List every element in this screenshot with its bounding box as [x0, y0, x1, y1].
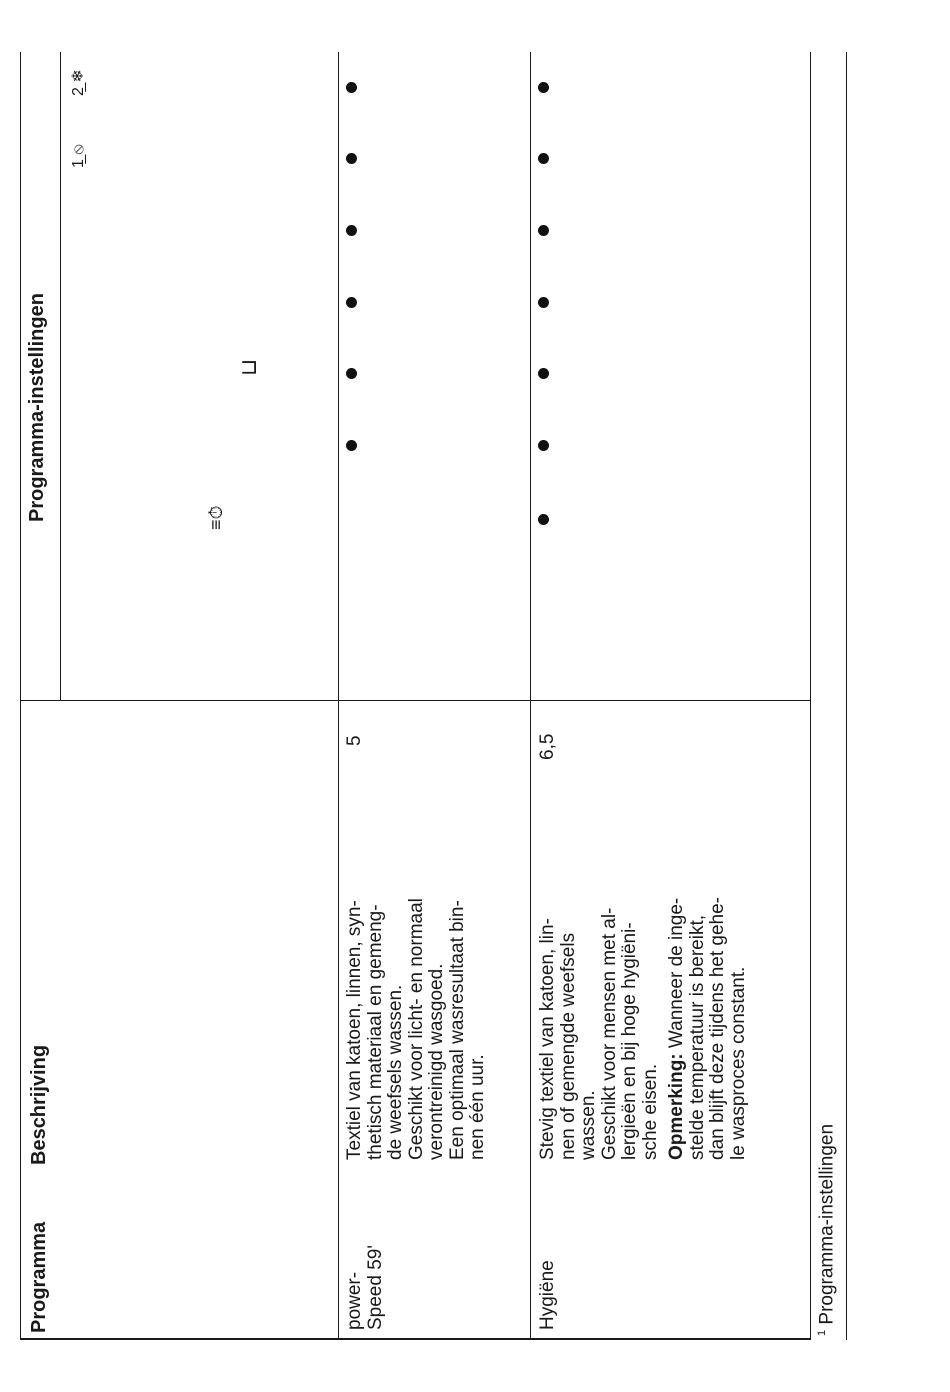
row2-dot-5	[538, 153, 549, 164]
row2-programma: Hygiëne	[537, 1260, 558, 1330]
footnote-text: Programma-instellingen	[816, 1123, 838, 1325]
table-top-rule	[20, 1338, 810, 1340]
footnote-rule	[846, 52, 847, 1340]
footnote	[816, 1124, 838, 1336]
header-row-divider	[20, 52, 21, 1340]
row1-load: 5	[344, 735, 365, 746]
snowflake-icon: 2̲ ❄	[70, 69, 87, 96]
row1-programma: power- Speed 59'	[344, 1245, 386, 1330]
settings-header-rule	[60, 52, 61, 700]
row1-beschrijving: Textiel van katoen, linnen, syn- thetisch materiaal en gemeng- de weefsels wassen. Geschikt voor licht- en normaal verontreinigd wasgoed. Een optimaal wasresultaat bin- nen één uur.	[344, 898, 488, 1160]
row2-dot-6	[538, 82, 549, 93]
row-divider-1	[338, 52, 339, 1340]
row1-dot-3	[346, 297, 357, 308]
row2-dot-2	[538, 368, 549, 379]
row2-dot-1	[538, 440, 549, 451]
footnote-marker: 1	[816, 1329, 828, 1336]
row1-dot-4	[346, 225, 357, 236]
row2-dot-4	[538, 225, 549, 236]
row1-dot-2	[346, 368, 357, 379]
opmerking-label: Opmerking:	[666, 1053, 687, 1160]
speed-timer-icon: ≡⏱	[206, 505, 226, 530]
table-bottom-rule	[810, 52, 811, 1340]
header-programma-instellingen: Programma-instellingen	[26, 293, 48, 522]
row1-dot-5	[346, 153, 357, 164]
row1-dot-1	[346, 440, 357, 451]
header-programma: Programma	[28, 1221, 50, 1333]
row2-load: 6,5	[537, 733, 558, 760]
row-divider-2	[530, 52, 531, 1340]
row2-dot-0	[538, 514, 549, 525]
stain-icon: 1̲ ⦸	[70, 144, 87, 168]
row2-beschrijving: Stevig textiel van katoen, lin- nen of gemengde weefsels wassen. Geschikt voor mensen met al- lergieën en bij hoge hygiëni- sche eisen. Opmerking: Wanneer de inge- stelde temperatuur is bereikt, dan blijft deze tijdens het gehe- le wasproces constant.	[537, 896, 749, 1160]
prewash-basin-icon: ⊔	[236, 358, 261, 376]
header-beschrijving: Beschrijving	[28, 1044, 50, 1165]
row2-dot-3	[538, 297, 549, 308]
row1-dot-6	[346, 82, 357, 93]
column-divider	[20, 700, 810, 701]
